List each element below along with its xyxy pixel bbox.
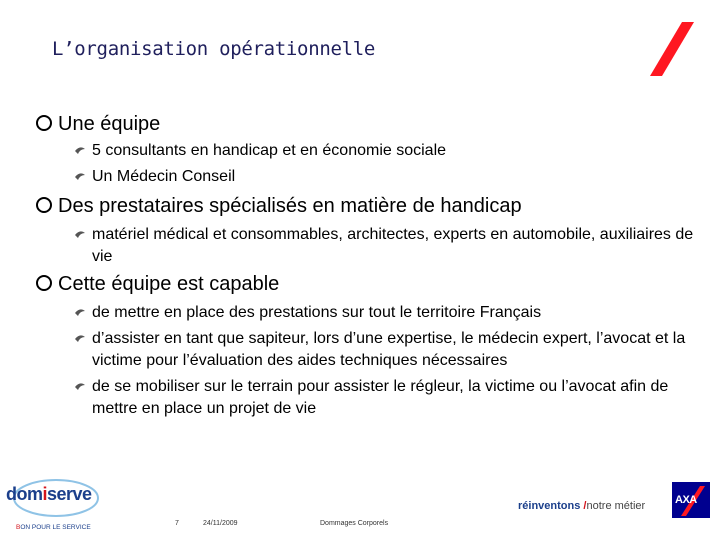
logo-wordmark: domiserve <box>6 484 92 504</box>
list-item: d’assister en tant que sapiteur, lors d’une expertise, le médecin expert, l’avocat et la victime pour l’évaluation des aides techniques nécessaires <box>74 328 712 372</box>
section-heading: Cette équipe est capable <box>36 273 279 296</box>
pencil-bullet-icon <box>74 307 86 317</box>
pencil-bullet-icon <box>74 333 86 343</box>
slide-title: L’organisation opérationnelle <box>52 38 376 60</box>
list-item: 5 consultants en handicap et en économie sociale <box>74 140 712 162</box>
axa-logo: AXA <box>672 482 710 518</box>
subject: Dommages Corporels <box>320 520 389 527</box>
section-heading: Des prestataires spécialisés en matière de handicap <box>36 195 522 218</box>
circle-bullet-icon <box>36 197 52 213</box>
date: 24/11/2009 <box>203 520 238 527</box>
list-item: matériel médical et consommables, architectes, experts en automobile, auxiliaires de vie <box>74 224 712 268</box>
domiserve-logo <box>6 478 106 536</box>
logo-tagline: BON POUR LE SERVICE <box>16 524 91 531</box>
circle-bullet-icon <box>36 275 52 291</box>
axa-slash-icon <box>648 22 696 76</box>
list-item: Un Médecin Conseil <box>74 166 712 188</box>
circle-bullet-icon <box>36 115 52 131</box>
tagline: réinventons /notre métier <box>518 500 646 512</box>
page-number: 7 <box>175 520 179 527</box>
list-item: de se mobiliser sur le terrain pour assister le régleur, la victime ou l’avocat afin de mettre en place un projet de vie <box>74 376 712 420</box>
pencil-bullet-icon <box>74 381 86 391</box>
pencil-bullet-icon <box>74 229 86 239</box>
section-heading: Une équipe <box>36 113 160 136</box>
pencil-bullet-icon <box>74 145 86 155</box>
list-item: de mettre en place des prestations sur tout le territoire Français <box>74 302 712 324</box>
pencil-bullet-icon <box>74 171 86 181</box>
